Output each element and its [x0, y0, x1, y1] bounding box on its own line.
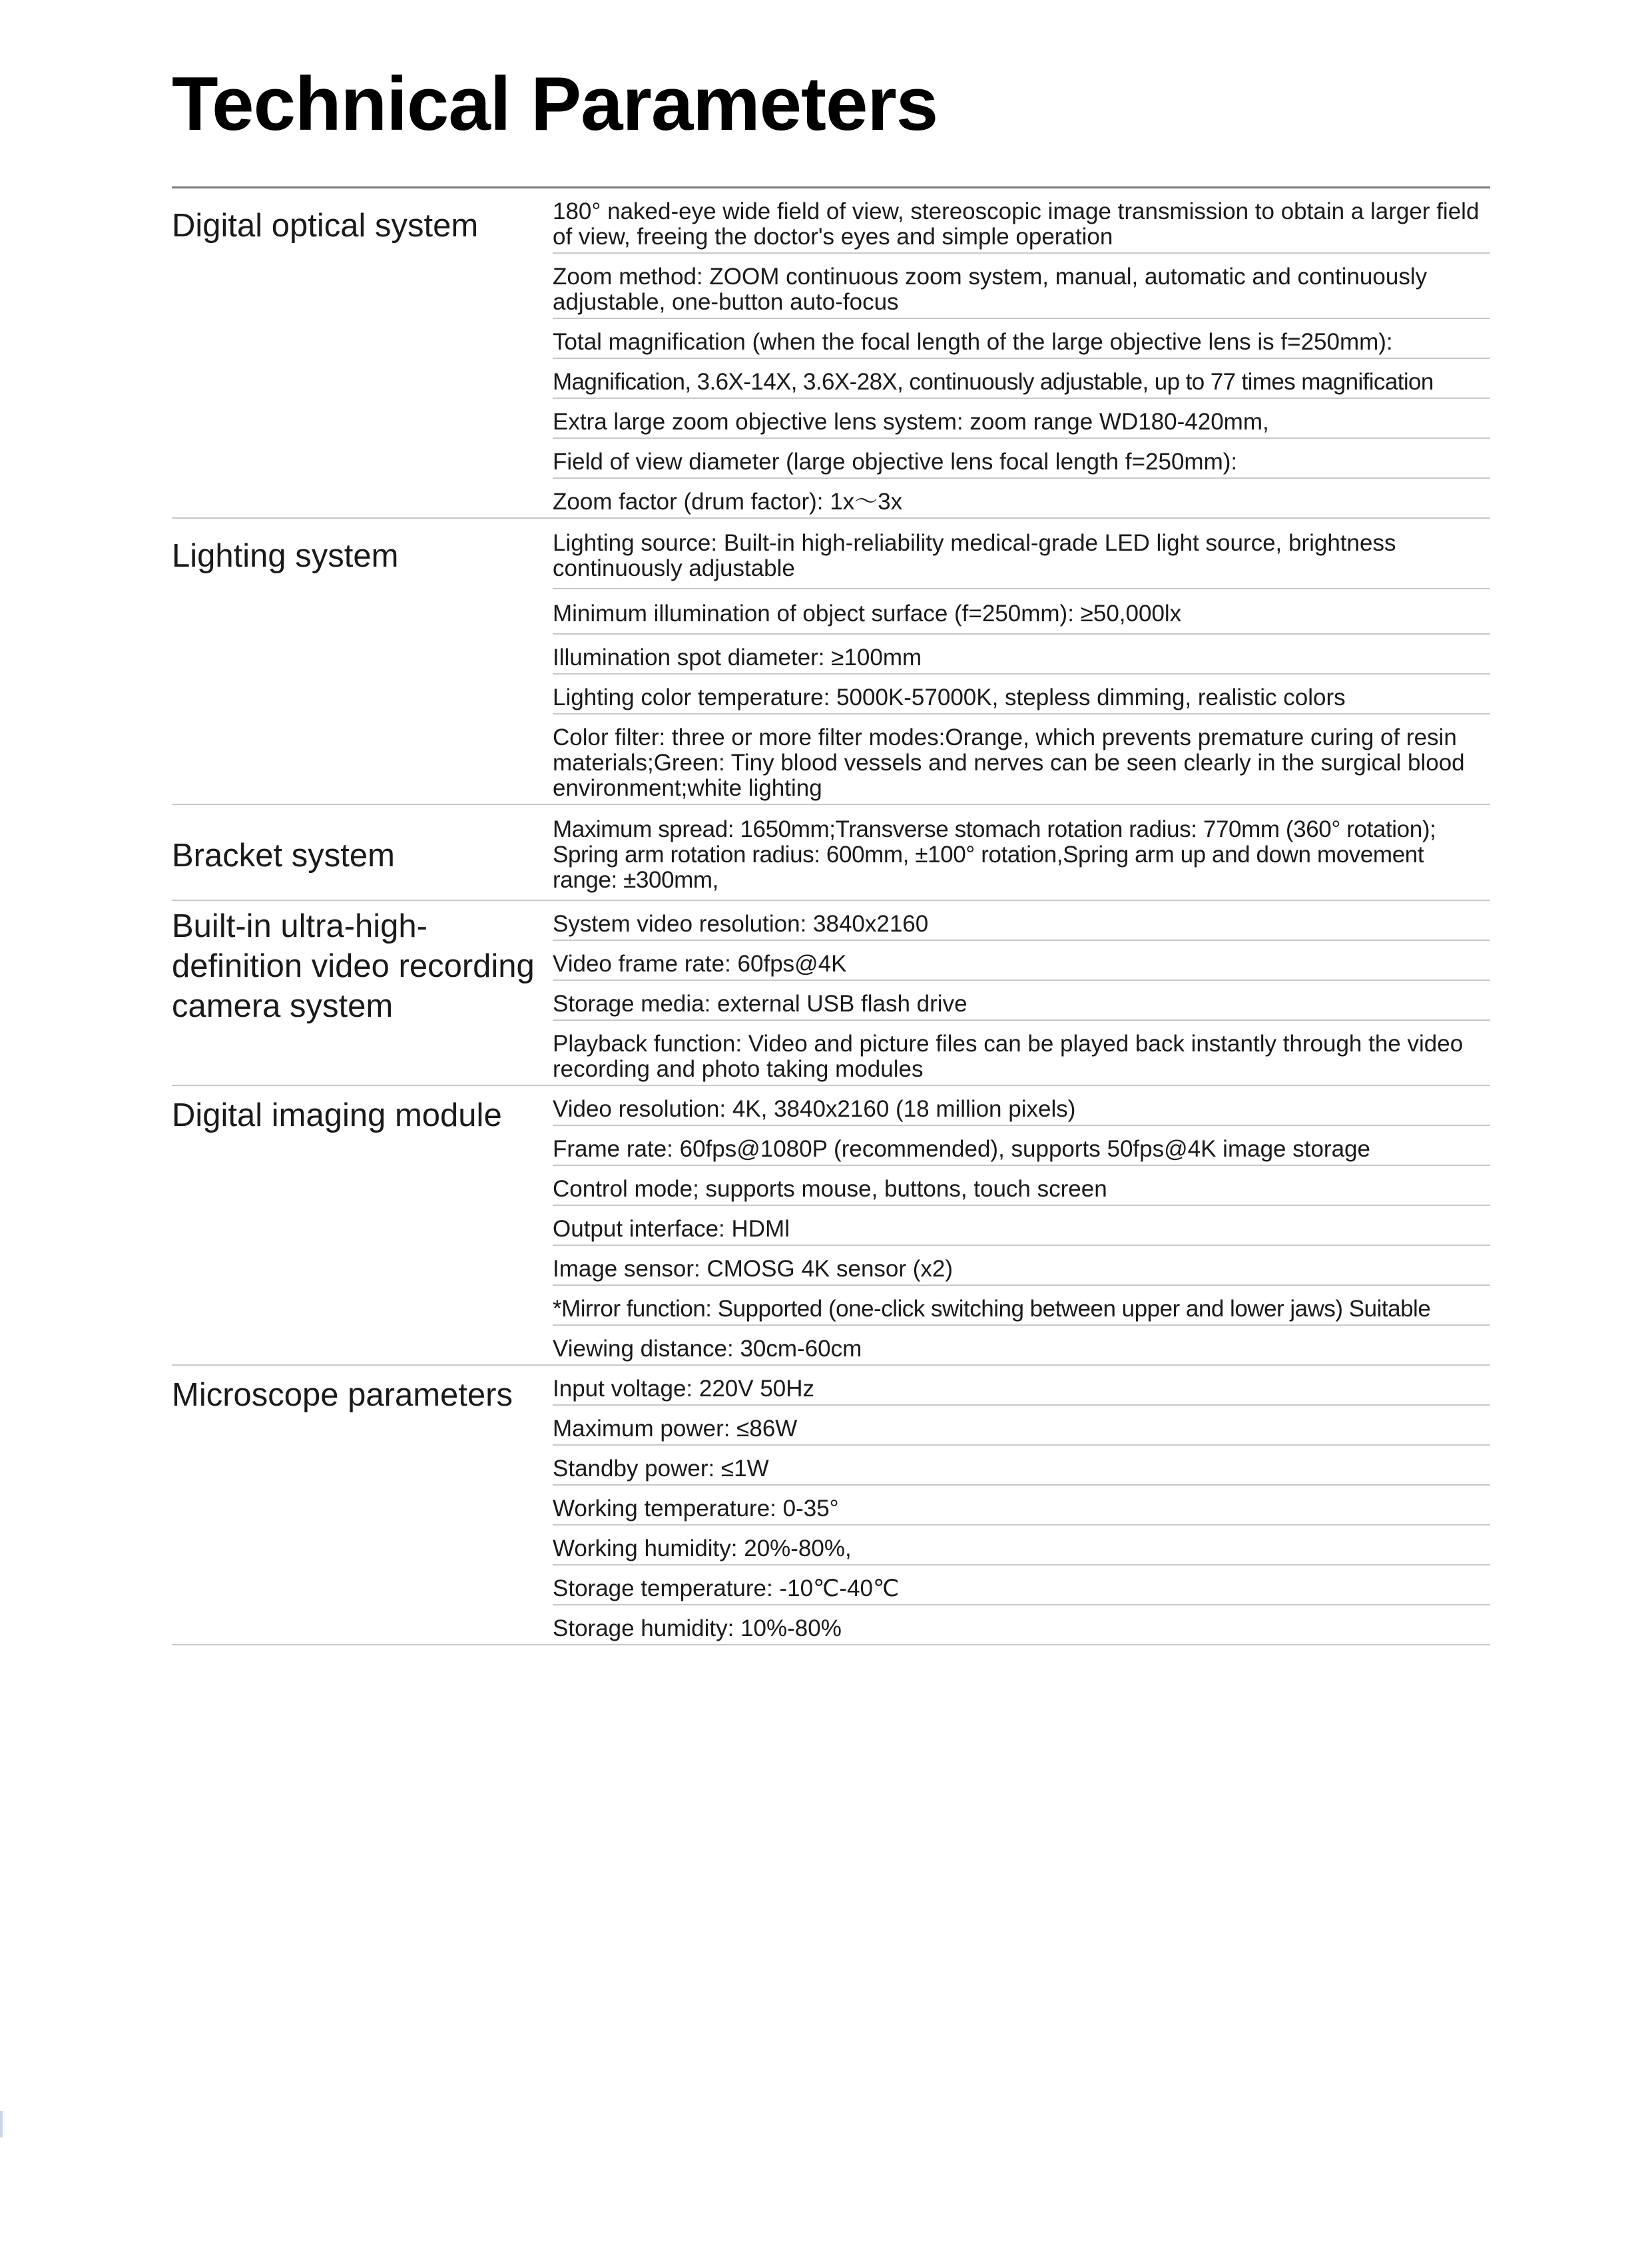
spec-item: Total magnification (when the focal length of the large objective lens is f=250mm): [553, 319, 1490, 359]
spec-item: Storage temperature: -10℃-40℃ [553, 1565, 1490, 1605]
section-digital-optical-system [172, 188, 1490, 519]
spec-item: Field of view diameter (large objective lens focal length f=250mm): [553, 439, 1490, 479]
spec-item: Lighting source: Built-in high-reliability medical-grade LED light source, brightness continuously adjustable [553, 519, 1490, 589]
spec-item: Control mode; supports mouse, buttons, touch screen [553, 1166, 1490, 1206]
page-title: Technical Parameters [172, 62, 938, 146]
spec-item: Image sensor: CMOSG 4K sensor (x2) [553, 1246, 1490, 1286]
section-items [553, 1086, 1490, 1364]
spec-item: Viewing distance: 30cm-60cm [553, 1336, 862, 1362]
spec-item: Video resolution: 4K, 3840x2160 (18 million pixels) [553, 1086, 1490, 1126]
section-label: Digital optical system [172, 208, 479, 244]
spec-item: Working humidity: 20%-80%, [553, 1526, 1490, 1565]
spec-item: Playback function: Video and picture files can be played back instantly through the video recording and photo taking modules [553, 1031, 1464, 1082]
spec-item: Maximum spread: 1650mm;Transverse stomach rotation radius: 770mm (360° rotation); Spring arm rotation radius: 600mm, ±100° rotation,Spring arm up and down movement range: ±300mm, [553, 816, 1436, 893]
spec-item: Storage media: external USB flash drive [553, 981, 1490, 1021]
section-video-recording-camera-system [172, 901, 1490, 1086]
section-label: Digital imaging module [172, 1097, 502, 1133]
spec-item: Illumination spot diameter: ≥100mm [553, 635, 1490, 675]
spec-item: Working temperature: 0-35° [553, 1486, 1490, 1526]
spec-item: Storage humidity: 10%-80% [553, 1615, 842, 1641]
section-label: Lighting system [172, 538, 399, 574]
spec-item: Standby power: ≤1W [553, 1446, 1490, 1486]
page-edge-mark [0, 2111, 3, 2137]
spec-item: 180° naked-eye wide field of view, stereoscopic image transmission to obtain a larger field of view, freeing the doctor's eyes and simple operation [553, 188, 1490, 254]
section-label: Microscope parameters [172, 1377, 513, 1413]
section-lighting-system [172, 519, 1490, 805]
spec-item: Input voltage: 220V 50Hz [553, 1366, 1490, 1406]
spec-table [172, 186, 1490, 1645]
section-bracket-system [172, 805, 1490, 901]
spec-item: Extra large zoom objective lens system: zoom range WD180-420mm, [553, 399, 1490, 439]
spec-item: Color filter: three or more filter modes:Orange, which prevents premature curing of resin materials;Green: Tiny blood vessels and nerves can be seen clearly in the surgical blood environment;white lighting [553, 724, 1465, 801]
spec-item: Video frame rate: 60fps@4K [553, 941, 1490, 981]
spec-item: Frame rate: 60fps@1080P (recommended), supports 50fps@4K image storage [553, 1126, 1490, 1166]
section-items [553, 1366, 1490, 1644]
section-label: Bracket system [172, 838, 395, 874]
spec-item: *Mirror function: Supported (one-click switching between upper and lower jaws) Suitable [553, 1286, 1490, 1326]
spec-item: Magnification, 3.6X-14X, 3.6X-28X, continuously adjustable, up to 77 times magnification [553, 359, 1490, 399]
section-items [553, 519, 1490, 804]
spec-item: System video resolution: 3840x2160 [553, 901, 1490, 941]
spec-item: Output interface: HDMl [553, 1206, 1490, 1246]
section-digital-imaging-module [172, 1086, 1490, 1366]
spec-item: Zoom factor (drum factor): 1x～3x [553, 489, 903, 515]
section-microscope-parameters [172, 1366, 1490, 1645]
spec-item: Zoom method: ZOOM continuous zoom system, manual, automatic and continuously adjustable, one-button auto-focus [553, 254, 1490, 319]
section-label: Built-in ultra-high-definition video recording camera system [172, 908, 535, 1024]
section-items [553, 188, 1490, 517]
section-items [553, 805, 1490, 900]
section-items [553, 901, 1490, 1085]
spec-item: Maximum power: ≤86W [553, 1406, 1490, 1446]
spec-item: Lighting color temperature: 5000K-57000K, stepless dimming, realistic colors [553, 675, 1490, 714]
spec-item: Minimum illumination of object surface (f=250mm): ≥50,000lx [553, 589, 1490, 635]
